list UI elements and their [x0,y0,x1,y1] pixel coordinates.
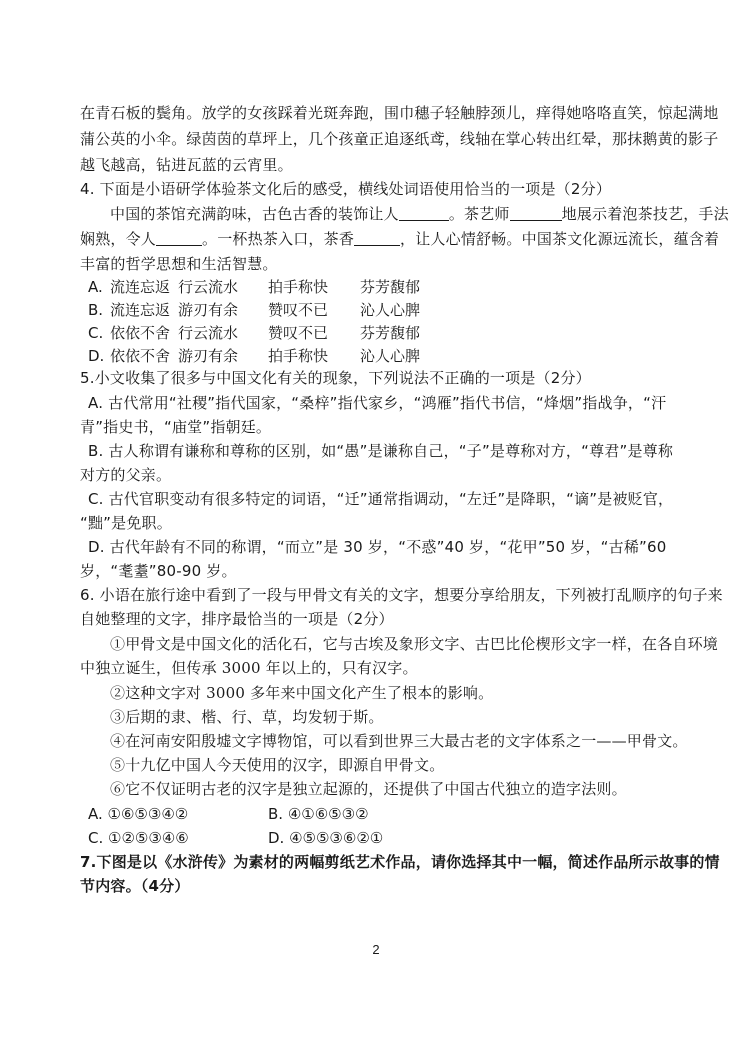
blank-1 [399,204,449,221]
blank-2 [510,204,562,221]
q7-line-2: 节内容。（4分） [80,877,190,895]
q6-sentence-6: ⑥它不仅证明古老的汉字是独立起源的，还提供了中国古代独立的造字法则。 [110,780,627,798]
q5-option-b-line-1: B. 古人称谓有谦称和尊称的区别，如“愚”是谦称自己，“子”是尊称对方，“尊君”是尊称 [88,442,674,460]
q5-option-d-line-2: 岁，“耄耋”80-90 岁。 [80,562,237,580]
q5-stem: 5.小文收集了很多与中国文化有关的现象，下列说法不正确的一项是（2分） [80,369,591,387]
q4-stem: 4. 下面是小语研学体验茶文化后的感受，横线处词语使用恰当的一项是（2分） [80,180,612,198]
exam-page: 在青石板的鬓角。放学的女孩踩着光斑奔跑，围巾穗子轻触脖颈儿，痒得她咯咯直笑，惊起满地 蒲公英的小伞。绿茵茵的草坪上，几个孩童正追逐纸鸢，线轴在掌心转出红晕，那抹鹅黄的影子 越飞越高，钻进瓦蓝的云宵里。 4. 下面是小语研学体验茶文化后的感受，横线处词语使用恰当的一项是（2分） 中国的茶馆充满韵味，古色古香的装饰让人 。茶艺师 地展示着泡茶技艺，手法 娴熟，令人 。一杯热茶入口，茶香 ，让人心情舒畅。中国茶文化源远流长，蕴含着 丰富的哲学思想和生活智慧。 A. 流连忘返 行云流水 拍手称快 芬芳馥郁 B. 流连忘返 游刃有余 赞叹不已 沁人心脾 C. 依依不舍 行云流水 赞叹不已 芬芳馥郁 D. 依依不舍 游刃有余 拍手称快 沁人心脾 5.小文收集了很多与中国文化有关的现象，下列说法不正确的一项是（2分） A. 古代常用“社稷”指代国家，“桑梓”指代家乡，“鸿雁”指代书信，“烽烟”指战争，“汗 青”指史书，“庙堂”指朝廷。 B. 古人称谓有谦称和尊称的区别，如“愚”是谦称自己，“子”是尊称对方，“尊君”是尊称 对方的父亲。 C. 古代官职变动有很多特定的词语，“迁”通常指调动，“左迁”是降职，“谪”是被贬官， “黜”是免职。 D. 古代年龄有不同的称谓，“而立”是 30 岁，“不惑”40 岁，“花甲”50 岁，“古稀”60 岁，“耄耋”80-90 岁。 6. 小语在旅行途中看到了一段与甲骨文有关的文字，想要分享给朋友，下列被打乱顺序的句子来 自她整理的文字，排序最恰当的一项是（2分） ①甲骨文是中国文化的活化石，它与古埃及象形文字、古巴比伦楔形文字一样，在各自环境 中独立诞生，但传承 3000 年以上的，只有汉字。 ②这种文字对 3000 多年来中国文化产生了根本的影响。 ③后期的隶、楷、行、草，均发轫于斯。 ④在河南安阳殷墟文字博物馆，可以看到世界三大最古老的文字体系之一——甲骨文。 ⑤十九亿中国人今天使用的汉字，即源自甲骨文。 ⑥它不仅证明古老的汉字是独立起源的，还提供了中国古代独立的造字法则。 A. ①⑥⑤③④② B. ④①⑥⑤③② C. ①②⑤③④⑥ D. ④⑤⑤③⑥②① 7.下图是以《水浒传》为素材的两幅剪纸艺术作品，请你选择其中一幅，简述作品所示故事的情 节内容。（4分） 2 [0,0,752,1062]
q5-option-a-line-2: 青”指史书，“庙堂”指朝廷。 [80,418,272,436]
q6-sentence-1b: 中独立诞生，但传承 3000 年以上的，只有汉字。 [80,659,418,677]
q5-option-d-line-1: D. 古代年龄有不同的称谓，“而立”是 30 岁，“不惑”40 岁，“花甲”50 岁，“古稀”60 [88,538,667,556]
intro-line-3: 越飞越高，钻进瓦蓝的云宵里。 [80,156,293,174]
q6-sentence-4: ④在河南安阳殷墟文字博物馆，可以看到世界三大最古老的文字体系之一——甲骨文。 [110,732,688,750]
blank-3 [156,229,202,246]
q6-stem-line-2: 自她整理的文字，排序最恰当的一项是（2分） [80,610,394,628]
q5-option-b-line-2: 对方的父亲。 [80,466,172,484]
q4-passage-line-3: 丰富的哲学思想和生活智慧。 [80,255,278,273]
blank-4 [354,229,400,246]
q6-sentence-5: ⑤十九亿中国人今天使用的汉字，即源自甲骨文。 [110,756,445,774]
q5-option-a-line-1: A. 古代常用“社稷”指代国家，“桑梓”指代家乡，“鸿雁”指代书信，“烽烟”指战争，“汗 [88,394,667,412]
q5-option-c-line-2: “黜”是免职。 [80,514,172,532]
q6-option-b: B. ④①⑥⑤③② [268,805,369,823]
q6-option-d: D. ④⑤⑤③⑥②① [268,829,384,847]
q5-option-c-line-1: C. 古代官职变动有很多特定的词语，“迁”通常指调动，“左迁”是降职，“谪”是被贬官， [88,490,674,508]
q6-option-a: A. ①⑥⑤③④② [88,805,189,823]
intro-line-1: 在青石板的鬓角。放学的女孩踩着光斑奔跑，围巾穗子轻触脖颈儿，痒得她咯咯直笑，惊起满地 [80,104,719,122]
q6-sentence-3: ③后期的隶、楷、行、草，均发轫于斯。 [110,708,384,726]
q4-passage-line-1: 中国的茶馆充满韵味，古色古香的装饰让人 。茶艺师 地展示着泡茶技艺，手法 [110,205,729,223]
q6-sentence-1a: ①甲骨文是中国文化的活化石，它与古埃及象形文字、古巴比伦楔形文字一样，在各自环境 [110,635,719,653]
intro-line-2: 蒲公英的小伞。绿茵茵的草坪上，几个孩童正追逐纸鸢，线轴在掌心转出红晕，那抹鹅黄的影子 [80,130,719,148]
q4-passage-line-2: 娴熟，令人 。一杯热茶入口，茶香 ，让人心情舒畅。中国茶文化源远流长，蕴含着 [80,230,720,248]
q6-sentence-2: ②这种文字对 3000 多年来中国文化产生了根本的影响。 [110,684,494,702]
q6-stem-line-1: 6. 小语在旅行途中看到了一段与甲骨文有关的文字，想要分享给朋友，下列被打乱顺序的句子来 [80,586,723,604]
q7-line-1: 7.下图是以《水浒传》为素材的两幅剪纸艺术作品，请你选择其中一幅，简述作品所示故事的情 [80,853,720,871]
q6-option-c: C. ①②⑤③④⑥ [88,829,189,847]
page-number: 2 [372,942,380,957]
